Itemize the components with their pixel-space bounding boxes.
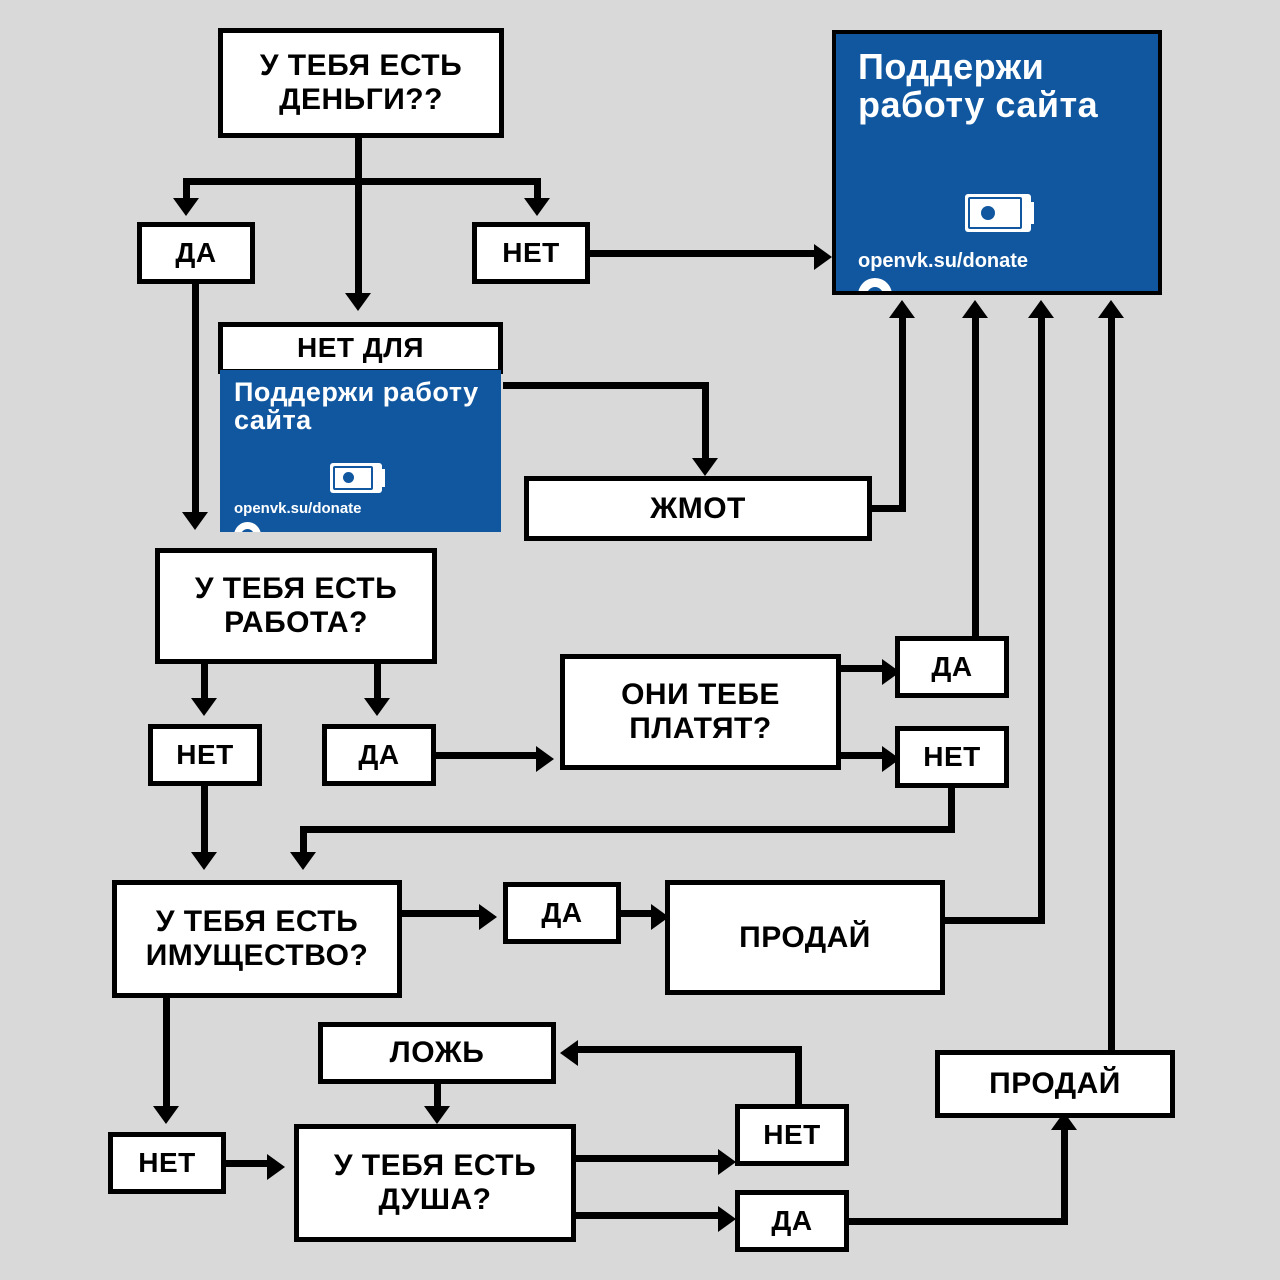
arrowhead-nopay-prop [290,852,316,870]
node-lie-label: ЛОЖЬ [389,1036,485,1070]
connector-soul-no [576,1155,723,1162]
connector-yessoul-right [849,1218,1068,1225]
connector-nosoul-up [795,1046,802,1104]
connector-job-no [201,664,208,702]
connector-yesjob-to-pay [436,752,540,759]
donate-banner-top[interactable] [832,30,1162,295]
node-sell-property [665,880,945,995]
node-no-for [218,322,503,374]
connector-money-center [355,185,362,297]
donate-title-line1: Поддержи [858,46,1045,87]
arrowhead-job-no [191,698,217,716]
node-no-pay [895,726,1009,788]
arrowhead-job-yes [364,698,390,716]
node-yes-pay-label: ДА [931,651,973,683]
arrowhead-nosoul-lie [560,1040,578,1066]
node-no-pay-label: НЕТ [923,741,981,773]
node-no-soul-label: НЕТ [763,1119,821,1151]
node-yes-soul [735,1190,849,1252]
node-no-for-label: НЕТ ДЛЯ [297,332,424,364]
arrowhead-to-greedy [692,458,718,476]
node-yes-property-label: ДА [541,897,583,929]
arrowhead-to-yes1 [173,198,199,216]
donate-banner-small-title [234,378,501,435]
node-lie [318,1022,556,1084]
arrowhead-yesjob-pay [536,746,554,772]
node-yes-job-label: ДА [358,739,400,771]
arrowhead-sell2-banner [1098,300,1124,318]
arrowhead-no1-banner [814,244,832,270]
node-question-soul [294,1124,576,1242]
connector-noprop-to-soul [226,1160,272,1167]
connector-nofor-to-greedy-h [503,382,709,389]
donate-title-line3: сайта [995,83,1099,125]
connector-no1-to-banner [590,250,818,257]
connector-soul-yes [576,1212,723,1219]
donate-small-title-line2: работу [382,377,479,407]
node-no-soul [735,1104,849,1166]
node-no-job-label: НЕТ [176,739,234,771]
connector-money-stem [355,138,362,182]
node-question-job-label: У ТЕБЯ ЕСТЬ РАБОТА? [194,572,398,639]
connector-yespay-up [972,318,979,636]
node-greedy-label: ЖМОТ [650,491,746,525]
arrowhead-prop-yes [479,904,497,930]
arrowhead-nojob-prop [191,852,217,870]
connector-money-split [183,178,541,185]
connector-sell2-up [1108,318,1115,1050]
node-question-pay-label: ОНИ ТЕБЕ ПЛАТЯТ? [621,678,780,745]
donate-title-line2: работу [858,83,985,125]
connector-sell1-up-h [945,917,1045,924]
node-sell-property-label: ПРОДАЙ [739,920,871,954]
node-no-money [472,222,590,284]
donate-banner-top-url[interactable]: openvk.su/donate [858,250,1029,272]
connector-nojob-down [201,786,208,858]
connector-pay-yes [841,665,887,672]
donate-banner-top-title [858,48,1158,124]
node-no-money-label: НЕТ [502,237,560,269]
arrowhead-to-nofor [345,293,371,311]
node-greedy [524,476,872,541]
connector-nofor-to-greedy-v [702,382,709,462]
arrowhead-soul-no [718,1149,736,1175]
arrowhead-lie-soul [424,1106,450,1124]
arrowhead-noprop-soul [267,1154,285,1180]
node-sell-soul-label: ПРОДАЙ [989,1067,1121,1101]
banknote-icon [965,194,1031,237]
node-no-property [108,1132,226,1194]
connector-nosoul-left [578,1046,802,1053]
node-question-soul-label: У ТЕБЯ ЕСТЬ ДУША? [333,1149,537,1216]
node-yes-property [503,882,621,944]
connector-yessoul-up [1061,1130,1068,1225]
donate-banner-small-url[interactable]: openvk.su/donate [234,500,362,517]
arrowhead-to-no1 [524,198,550,216]
node-no-job [148,724,262,786]
donate-small-title-line1: Поддержи [234,377,375,407]
connector-greedy-up-v [899,318,906,512]
arrowhead-yespay-banner [962,300,988,318]
arrowhead-prop-no [153,1106,179,1124]
donate-small-title-line3: сайта [234,405,312,436]
node-yes-money [137,222,255,284]
node-yes-soul-label: ДА [771,1205,813,1237]
openvk-logo-icon-small [234,522,261,532]
node-question-job [155,548,437,664]
arrowhead-soul-yes [718,1206,736,1232]
node-question-money-label: У ТЕБЯ ЕСТЬ ДЕНЬГИ?? [259,49,463,116]
arrowhead-sell1-banner [1028,300,1054,318]
connector-pay-no [841,752,887,759]
connector-nopay-left [300,826,955,833]
node-yes-money-label: ДА [175,237,217,269]
connector-job-yes [374,664,381,702]
node-question-money [218,28,504,138]
arrowhead-greedy-banner [889,300,915,318]
connector-sell1-up-v [1038,318,1045,924]
node-sell-soul [935,1050,1175,1118]
connector-yes1-down [192,284,199,516]
node-question-property [112,880,402,998]
connector-prop-no [163,998,170,1110]
arrowhead-yes1-job [182,512,208,530]
node-yes-pay [895,636,1009,698]
node-question-pay [560,654,841,770]
connector-prop-yes [402,910,484,917]
node-question-property-label: У ТЕБЯ ЕСТЬ ИМУЩЕСТВО? [145,905,369,972]
banknote-icon-small [330,463,382,498]
node-yes-job [322,724,436,786]
openvk-logo-icon [858,278,892,295]
node-no-property-label: НЕТ [138,1147,196,1179]
donate-banner-small[interactable] [220,370,501,532]
